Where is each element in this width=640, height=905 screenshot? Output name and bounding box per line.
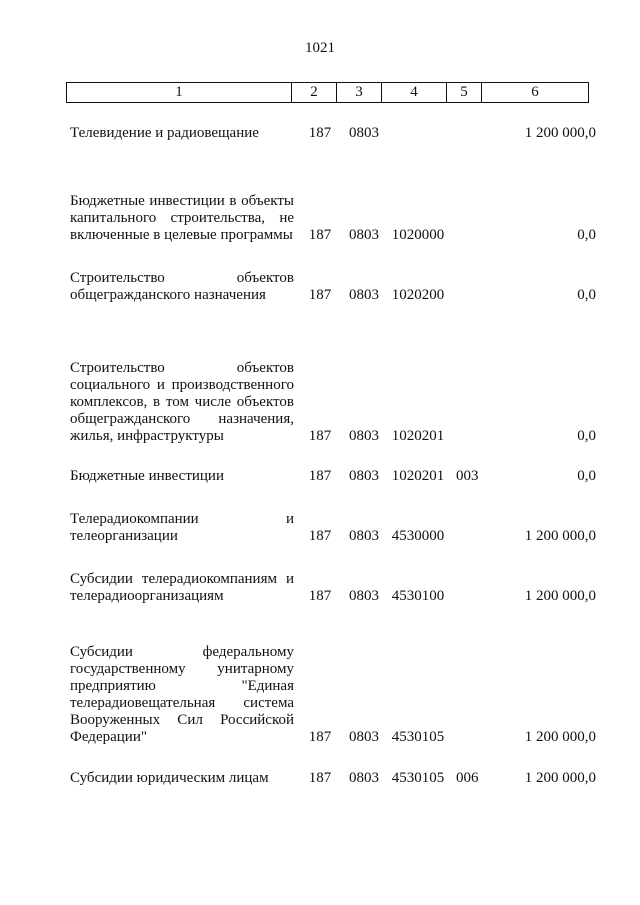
row-razdel: 0803 xyxy=(349,588,379,604)
row-ved: 187 xyxy=(308,729,332,745)
row-name: Бюджетные инвестиции в объекты капитального строительства, не включенные в целевые программы xyxy=(70,193,294,243)
column-header-4: 4 xyxy=(382,83,447,103)
row-sum: 0,0 xyxy=(577,227,596,243)
row-vr: 006 xyxy=(456,770,479,786)
row-ved: 187 xyxy=(308,770,332,786)
row-razdel: 0803 xyxy=(349,770,379,786)
row-razdel: 0803 xyxy=(349,528,379,544)
row-sum: 1 200 000,0 xyxy=(524,729,596,745)
column-header-table xyxy=(66,82,589,103)
column-header-3: 3 xyxy=(337,83,382,103)
row-sum: 1 200 000,0 xyxy=(524,770,596,786)
row-sum: 0,0 xyxy=(577,428,596,444)
column-header-5: 5 xyxy=(447,83,482,103)
row-razdel: 0803 xyxy=(349,428,379,444)
column-header-row xyxy=(67,83,589,103)
row-name: Телевидение и радиовещание xyxy=(70,125,259,141)
row-ved: 187 xyxy=(308,428,332,444)
table-row xyxy=(66,485,598,545)
row-ved: 187 xyxy=(308,227,332,243)
row-razdel: 0803 xyxy=(349,468,379,484)
row-cs: 1020000 xyxy=(391,227,445,243)
row-vr xyxy=(450,485,490,545)
row-name: Строительство объектов социального и производственного комплексов, в том числе объектов общегражданского назначения, жилья, инфраструктуры xyxy=(70,360,294,444)
row-name: Бюджетные инвестиции xyxy=(70,468,224,484)
table-row xyxy=(66,304,598,445)
row-razdel: 0803 xyxy=(349,125,379,141)
row-razdel: 0803 xyxy=(349,227,379,243)
row-sum: 0,0 xyxy=(577,287,596,303)
budget-table xyxy=(66,110,598,787)
table-row xyxy=(66,746,598,787)
row-cs: 4530105 xyxy=(391,770,445,786)
row-ved: 187 xyxy=(308,287,332,303)
table-row xyxy=(66,142,598,244)
row-ved: 187 xyxy=(308,125,332,141)
row-name: Строительство объектов общегражданского назначения xyxy=(70,270,294,303)
row-razdel: 0803 xyxy=(349,287,379,303)
row-vr xyxy=(450,142,490,244)
column-header-2: 2 xyxy=(292,83,337,103)
column-header-1: 1 xyxy=(67,83,292,103)
row-sum: 0,0 xyxy=(577,468,596,484)
row-name: Телерадиокомпании и телеорганизации xyxy=(70,511,294,544)
row-name: Субсидии юридическим лицам xyxy=(70,770,269,786)
row-vr xyxy=(450,545,490,605)
row-ved: 187 xyxy=(308,528,332,544)
row-vr xyxy=(450,304,490,445)
row-cs: 4530000 xyxy=(391,528,445,544)
row-razdel: 0803 xyxy=(349,729,379,745)
row-cs: 1020200 xyxy=(391,287,445,303)
page-number: 1021 xyxy=(305,40,335,56)
row-cs: 4530100 xyxy=(391,588,445,604)
table-row xyxy=(66,244,598,304)
row-vr xyxy=(450,244,490,304)
row-sum: 1 200 000,0 xyxy=(524,528,596,544)
table-row xyxy=(66,605,598,746)
row-ved: 187 xyxy=(308,588,332,604)
row-name: Субсидии федеральному государственному унитарному предприятию "Единая телерадиовещательная система Вооруженных Сил Российской Федерации" xyxy=(70,644,294,745)
row-sum: 1 200 000,0 xyxy=(524,125,596,141)
row-cs: 4530105 xyxy=(391,729,445,745)
row-vr: 003 xyxy=(456,468,479,484)
row-cs xyxy=(386,110,450,142)
row-cs: 1020201 xyxy=(391,428,445,444)
row-ved: 187 xyxy=(308,468,332,484)
table-row xyxy=(66,110,598,142)
row-vr xyxy=(450,605,490,746)
row-vr xyxy=(450,110,490,142)
row-cs: 1020201 xyxy=(391,468,445,484)
table-row xyxy=(66,445,598,485)
column-header-6: 6 xyxy=(482,83,589,103)
table-row xyxy=(66,545,598,605)
row-sum: 1 200 000,0 xyxy=(524,588,596,604)
row-name: Субсидии телерадиокомпаниям и телерадиоорганизациям xyxy=(70,571,294,604)
